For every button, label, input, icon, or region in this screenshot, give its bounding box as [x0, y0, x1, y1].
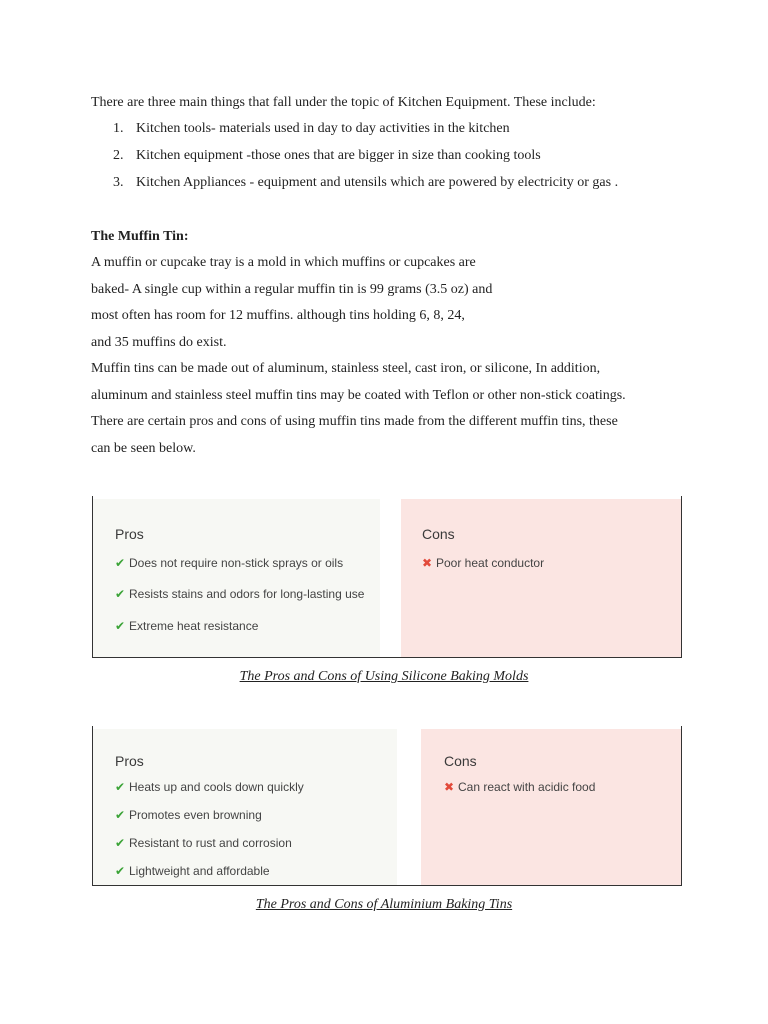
aluminium-pros-cons-table [92, 726, 682, 886]
silicone-pros-cons-table [92, 496, 682, 658]
muffin-tin-paragraph [91, 250, 711, 356]
pros-item: ✔ Promotes even browning [115, 808, 262, 822]
check-icon: ✔ [115, 587, 126, 601]
paragraph-line: A muffin or cupcake tray is a mold in which muffins or cupcakes are [91, 255, 476, 270]
paragraph-line: can be seen below. [91, 440, 196, 456]
list-item-text: Kitchen tools- materials used in day to day activities in the kitchen [136, 121, 510, 136]
paragraph-line: most often has room for 12 muffins. although tins holding 6, 8, 24, [91, 308, 465, 323]
cons-item: ✖ Can react with acidic food [444, 780, 596, 794]
cross-icon: ✖ [444, 780, 455, 794]
equipment-list [91, 115, 711, 196]
list-item-text: Kitchen Appliances - equipment and utensils which are powered by electricity or gas . [136, 175, 619, 190]
list-item [91, 169, 711, 196]
check-icon: ✔ [115, 836, 126, 850]
check-icon: ✔ [115, 808, 126, 822]
check-icon: ✔ [115, 619, 126, 633]
paragraph-line: baked- A single cup within a regular muffin tin is 99 grams (3.5 oz) and [91, 281, 493, 297]
paragraph-line: aluminum and stainless steel muffin tins may be coated with Teflon or other non-stick coatings. [91, 387, 626, 403]
silicone-caption: The Pros and Cons of Using Silicone Baking Molds [239, 669, 529, 684]
pros-item: ✔ Resists stains and odors for long-lasting use [115, 587, 365, 601]
cross-icon: ✖ [422, 556, 433, 570]
cons-column [421, 729, 681, 885]
cons-title: Cons [444, 753, 477, 769]
cons-item: ✖ Poor heat conductor [422, 556, 545, 570]
aluminium-caption: The Pros and Cons of Aluminium Baking Tins [255, 897, 513, 912]
pros-item: ✔ Resistant to rust and corrosion [115, 836, 292, 850]
list-number: 3. [113, 175, 124, 190]
check-icon: ✔ [115, 780, 126, 794]
pros-item: ✔ Heats up and cools down quickly [115, 780, 304, 794]
pros-column [93, 499, 380, 657]
section-heading: The Muffin Tin: [91, 229, 189, 244]
list-item [91, 142, 711, 169]
check-icon: ✔ [115, 864, 126, 878]
list-number: 1. [113, 121, 124, 136]
cons-column [401, 499, 681, 657]
list-item [91, 115, 711, 142]
materials-paragraph [91, 356, 711, 462]
pros-item: ✔ Does not require non-stick sprays or oils [115, 556, 344, 570]
pros-item: ✔ Lightweight and affordable [115, 864, 270, 878]
list-item-text: Kitchen equipment -those ones that are bigger in size than cooking tools [136, 148, 541, 163]
pros-column [93, 729, 397, 885]
pros-title: Pros [115, 753, 144, 769]
cons-title: Cons [422, 526, 455, 542]
pros-title: Pros [115, 526, 144, 542]
paragraph-line: Muffin tins can be made out of aluminum, stainless steel, cast iron, or silicone, In addition, [91, 361, 601, 376]
intro-text: There are three main things that fall under the topic of Kitchen Equipment. These include: [91, 95, 596, 110]
pros-item: ✔ Extreme heat resistance [115, 619, 259, 633]
paragraph-line: and 35 muffins do exist. [91, 334, 227, 350]
list-number: 2. [113, 148, 124, 163]
paragraph-line: There are certain pros and cons of using muffin tins made from the different muffin tins, these [91, 414, 618, 429]
check-icon: ✔ [115, 556, 126, 570]
